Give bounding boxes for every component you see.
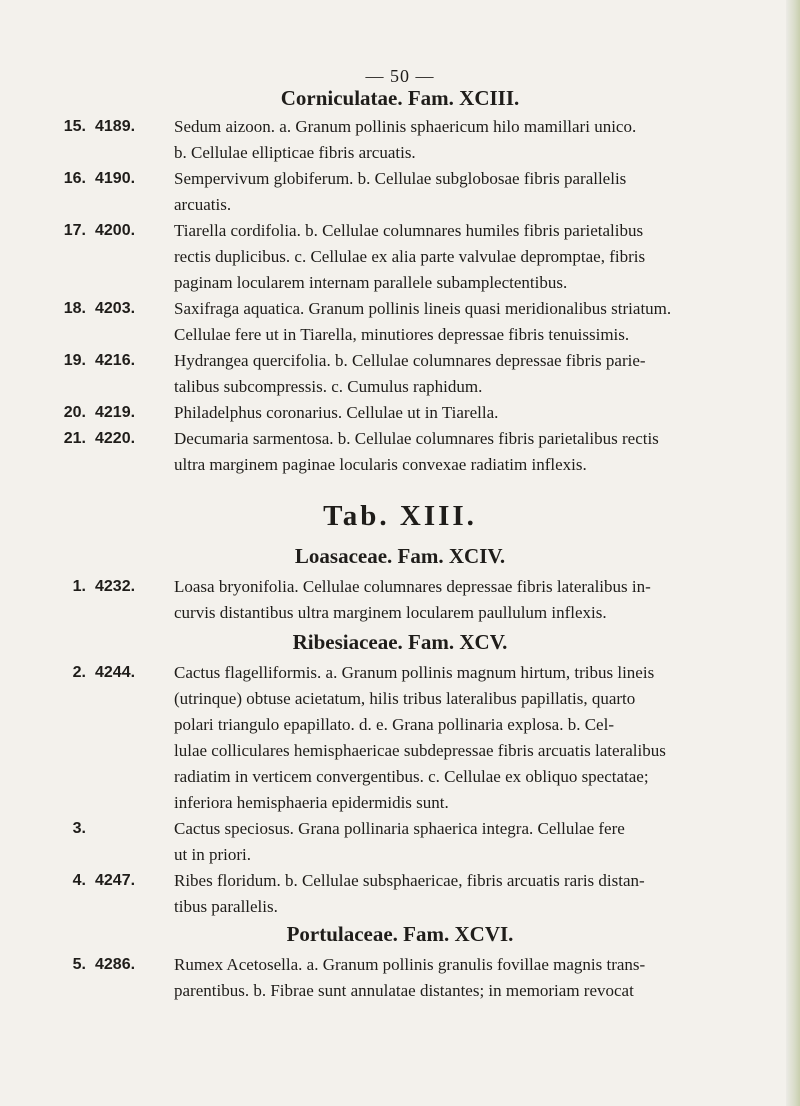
- entry-text: [174, 296, 764, 348]
- entry-line: Cactus speciosus. Grana pollinaria sphaerica integra. Cellulae fere: [174, 819, 625, 838]
- entry-code: 4286.: [95, 956, 136, 973]
- entry-line: Loasa bryonifolia. Cellulae columnares depressae fibris lateralibus in-: [174, 577, 651, 596]
- entry-line: Hydrangea quercifolia. b. Cellulae columnares depressae fibris parie-: [174, 351, 646, 370]
- entry-line: Rumex Acetosella. a. Granum pollinis granulis fovillae magnis trans-: [174, 955, 646, 974]
- entry-number: 17.: [63, 222, 86, 239]
- family-heading-portulaceae: Portulaceae. Fam. XCVI.: [286, 922, 514, 946]
- entry-line: tibus parallelis.: [174, 897, 278, 916]
- entry-number: 20.: [63, 404, 86, 421]
- entry-line: Sedum aizoon. a. Granum pollinis sphaericum hilo mamillari unico.: [174, 117, 637, 136]
- entry-number: 3.: [72, 820, 86, 837]
- entry-line: Cactus flagelliformis. a. Granum pollinis magnum hirtum, tribus lineis: [174, 663, 655, 682]
- entry-line: rectis duplicibus. c. Cellulae ex alia parte valvulae depromptae, fibris: [174, 247, 646, 266]
- entry-code: 4232.: [95, 578, 136, 595]
- entry-code: 4189.: [95, 118, 136, 135]
- entry-line: Ribes floridum. b. Cellulae subsphaericae, fibris arcuatis raris distan-: [174, 871, 645, 890]
- entry-text: [174, 660, 764, 816]
- entry-code: 4203.: [95, 300, 136, 317]
- entry-number: 16.: [63, 170, 86, 187]
- entry-code: 4216.: [95, 352, 136, 369]
- entry-line: radiatim in verticem convergentibus. c. Cellulae ex obliquo spectatae;: [174, 767, 649, 786]
- family-heading-ribesiaceae: Ribesiaceae. Fam. XCV.: [292, 630, 508, 654]
- entry-text: [174, 574, 764, 626]
- entry-number: 4.: [72, 872, 86, 889]
- entry-text: [174, 218, 764, 296]
- entry-code: 4244.: [95, 664, 136, 681]
- entry-number: 21.: [63, 430, 86, 447]
- entry-line: Sempervivum globiferum. b. Cellulae subglobosae fibris parallelis: [174, 169, 627, 188]
- entry-code: 4200.: [95, 222, 136, 239]
- entry-line: ultra marginem paginae locularis convexae radiatim inflexis.: [174, 455, 587, 474]
- entry-code: 4190.: [95, 170, 136, 187]
- entry-number: 2.: [72, 664, 86, 681]
- entry-line: paginam locularem internam parallele subamplectentibus.: [174, 273, 568, 292]
- entry-line: Cellulae fere ut in Tiarella, minutiores depressae fibris tenuissimis.: [174, 325, 630, 344]
- entry-text: [174, 952, 764, 1004]
- family-heading-loasaceae: Loasaceae. Fam. XCIV.: [294, 544, 506, 568]
- entry-line: ut in priori.: [174, 845, 251, 864]
- entry-text: [174, 114, 764, 166]
- page-number: — 50 —: [365, 66, 435, 86]
- entry-text: [174, 816, 764, 868]
- entry-line: Philadelphus coronarius. Cellulae ut in Tiarella.: [174, 403, 499, 422]
- entry-line: Decumaria sarmentosa. b. Cellulae columnares fibris parietalibus rectis: [174, 429, 659, 448]
- entry-line: lulae colliculares hemisphaericae subdepressae fibris arcuatis lateralibus: [174, 741, 666, 760]
- plate-heading: Tab. XIII.: [323, 500, 477, 532]
- entry-number: 19.: [63, 352, 86, 369]
- family-heading-corniculatae: Corniculatae. Fam. XCIII.: [280, 86, 520, 110]
- entry-text: [174, 426, 764, 478]
- entry-number: 5.: [72, 956, 86, 973]
- entry-text: [174, 400, 764, 426]
- entry-text: [174, 166, 764, 218]
- entry-line: b. Cellulae ellipticae fibris arcuatis.: [174, 143, 416, 162]
- entry-line: inferiora hemisphaeria epidermidis sunt.: [174, 793, 449, 812]
- entry-number: 18.: [63, 300, 86, 317]
- entry-code: 4219.: [95, 404, 136, 421]
- entry-line: parentibus. b. Fibrae sunt annulatae distantes; in memoriam revocat: [174, 981, 634, 1000]
- entry-number: 1.: [72, 578, 86, 595]
- entry-line: arcuatis.: [174, 195, 232, 214]
- entry-line: Tiarella cordifolia. b. Cellulae columnares humiles fibris parietalibus: [174, 221, 644, 240]
- entry-line: Saxifraga aquatica. Granum pollinis lineis quasi meridionalibus striatum.: [174, 299, 672, 318]
- entry-line: (utrinque) obtuse acietatum, hilis tribus lateralibus papillatis, quarto: [174, 689, 636, 708]
- entry-code: 4247.: [95, 872, 136, 889]
- entry-text: [174, 348, 764, 400]
- entry-text: [174, 868, 764, 920]
- entry-line: polari triangulo epapillato. d. e. Grana pollinaria explosa. b. Cel-: [174, 715, 614, 734]
- entry-code: 4220.: [95, 430, 136, 447]
- entry-line: curvis distantibus ultra marginem locularem paullulum inflexis.: [174, 603, 607, 622]
- entry-line: talibus subcompressis. c. Cumulus raphidum.: [174, 377, 483, 396]
- entry-number: 15.: [63, 118, 86, 135]
